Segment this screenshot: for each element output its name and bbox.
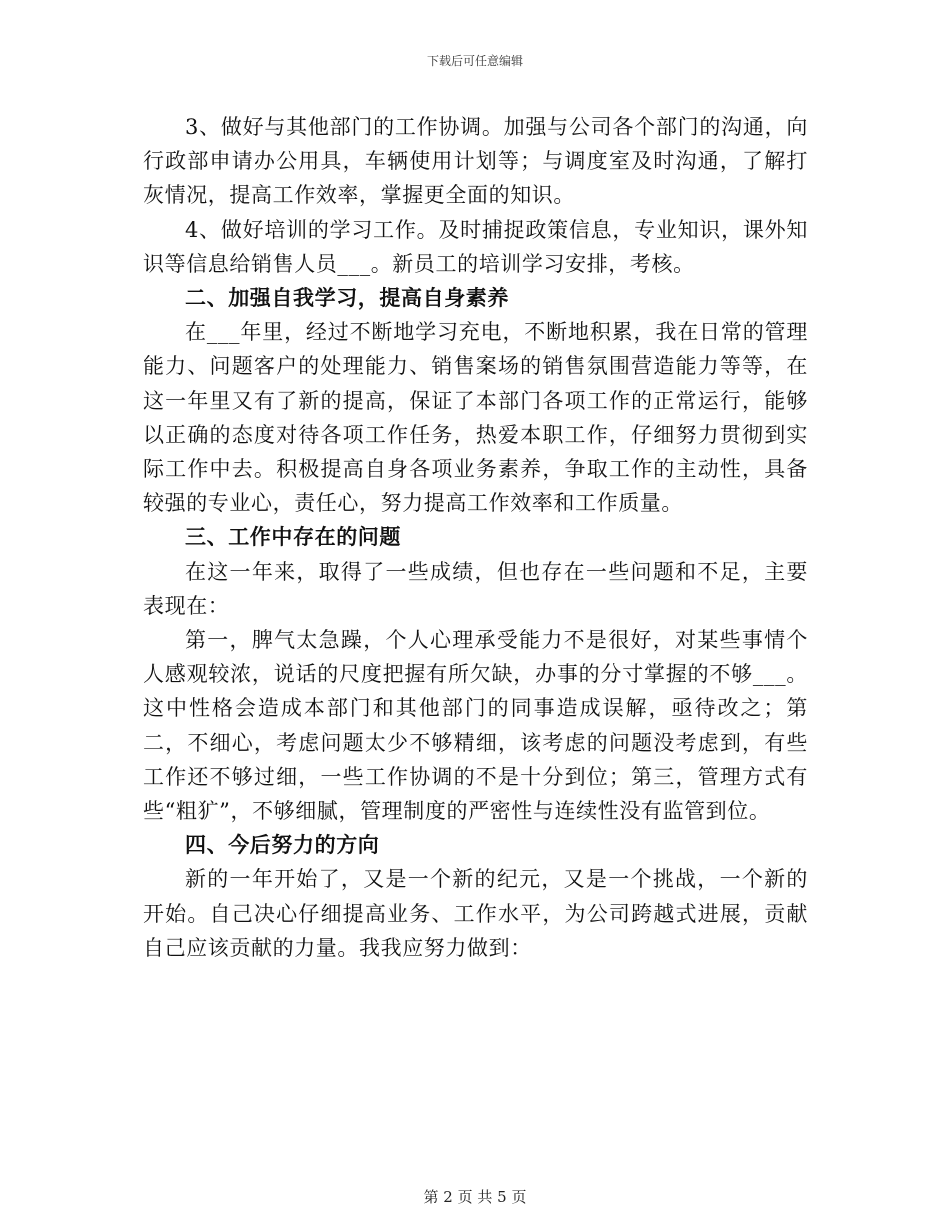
document-body bbox=[143, 110, 808, 965]
paragraph-problems-intro: 在这一年来，取得了一些成绩，但也存在一些问题和不足，主要表现在： bbox=[143, 559, 808, 618]
paragraph-problems-detail: 第一，脾气太急躁，个人心理承受能力不是很好，对某些事情个人感观较浓，说话的尺度把握有所欠缺，办事的分寸掌握的不够___。这中性格会造成本部门和其他部门的同事造成误解，亟待改之；第二，不细心，考虑问题太少不够精细，该考虑的问题没考虑到，有些工作还不够过细，一些工作协调的不是十分到位；第三，管理方式有些“粗犷”，不够细腻，管理制度的严密性与连续性没有监管到位。 bbox=[143, 628, 808, 824]
paragraph-future: 新的一年开始了，又是一个新的纪元，又是一个挑战，一个新的开始。自己决心仔细提高业务、工作水平，为公司跨越式进展，贡献自己应该贡献的力量。我我应努力做到： bbox=[143, 867, 808, 960]
paragraph-self-study: 在___年里，经过不断地学习充电，不断地积累，我在日常的管理能力、问题客户的处理能力、销售案场的销售氛围营造能力等等，在这一年里又有了新的提高，保证了本部门各项工作的正常运行，能够以正确的态度对待各项工作任务，热爱本职工作，仔细努力贯彻到实际工作中去。积极提高自身各项业务素养，争取工作的主动性，具备较强的专业心，责任心，努力提高工作效率和工作质量。 bbox=[143, 320, 808, 516]
paragraph-training: 4、做好培训的学习工作。及时捕捉政策信息，专业知识，课外知识等信息给销售人员___。新员工的培训学习安排，考核。 bbox=[143, 217, 808, 276]
section-heading-self-study: 二、加强自我学习，提高自身素养 bbox=[185, 286, 509, 311]
section-heading-problems: 三、工作中存在的问题 bbox=[185, 525, 401, 550]
page-header: 下载后可任意编辑 bbox=[426, 54, 523, 68]
paragraph-coordination: 3、做好与其他部门的工作协调。加强与公司各个部门的沟通，向行政部申请办公用具，车辆使用计划等；与调度室及时沟通，了解打灰情况，提高工作效率，掌握更全面的知识。 bbox=[143, 115, 808, 208]
page-number-footer: 第 2 页 共 5 页 bbox=[423, 1188, 527, 1206]
section-heading-future: 四、今后努力的方向 bbox=[185, 833, 380, 858]
